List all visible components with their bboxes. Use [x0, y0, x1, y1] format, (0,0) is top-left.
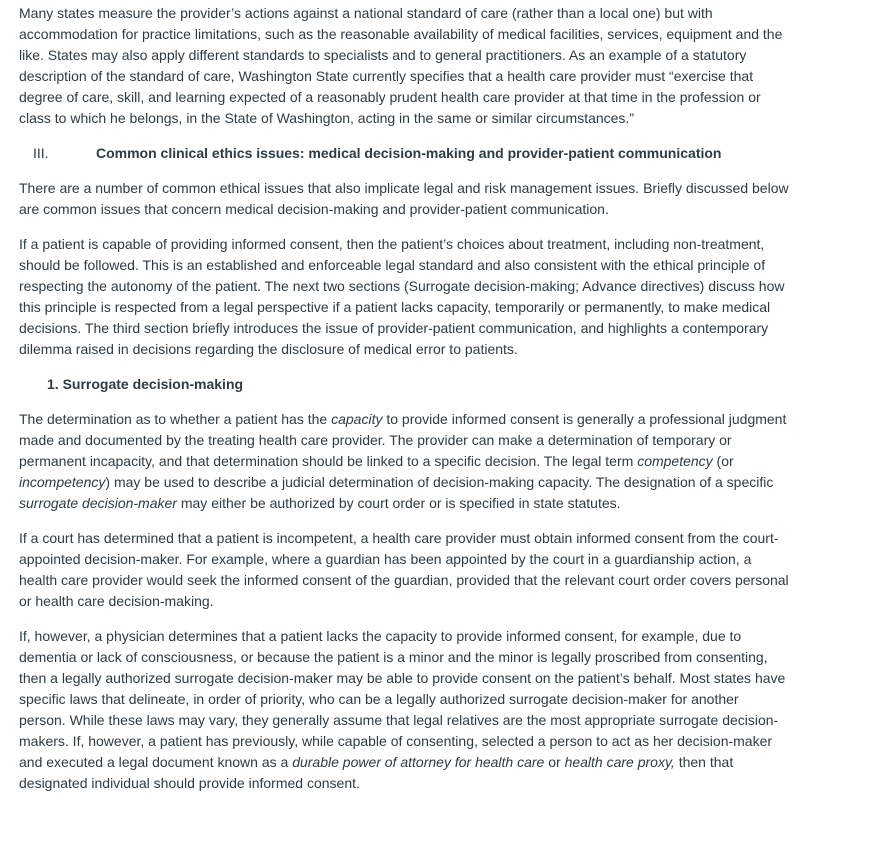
text-run: may either be authorized by court order or is specified in state statutes. — [176, 495, 621, 511]
term-capacity: capacity — [331, 411, 383, 427]
paragraph-physician-determines — [19, 626, 789, 794]
paragraph-standard-of-care: Many states measure the provider’s actions against a national standard of care (rather than a local one) but with accommodation for practice limitations, such as the reasonable availability of medical facilities, services, equipment and the like. States may also apply different standards to specialists and to general practitioners. As an example of a statutory description of the standard of care, Washington State currently specifies that a health care provider must “exercise that degree of care, skill, and learning expected of a reasonably prudent health care provider at that time in the profession or class to which he belongs, in the State of Washington, acting in the same or similar circumstances.” — [19, 5, 783, 126]
term-durable-power-of-attorney: durable power of attorney for health care — [292, 754, 545, 770]
text-run: ) may be used to describe a judicial determination of decision-making capacity. The designation of a specific — [105, 474, 774, 490]
term-health-care-proxy: health care proxy, — [564, 754, 675, 770]
term-incompetency: incompetency — [19, 474, 106, 490]
subheading-surrogate-decision-making: 1. Surrogate decision-making — [47, 376, 244, 392]
text-run: The determination as to whether a patient has the — [19, 411, 332, 427]
section-numeral: III. — [33, 145, 49, 161]
paragraph-capacity — [19, 409, 789, 514]
text-run: (or — [712, 453, 734, 469]
term-competency: competency — [637, 453, 713, 469]
paragraph-court-determined: If a court has determined that a patient is incompetent, a health care provider must obtain informed consent from the court-appointed decision-maker. For example, where a guardian has been appointed by the court in a guardianship action, a health care provider would seek the informed consent of the guardian, provided that the relevant court order covers personal or health care decision-making. — [19, 530, 789, 609]
paragraph-intro-issues: There are a number of common ethical issues that also implicate legal and risk management issues. Briefly discussed below are common issues that concern medical decision-making and provider-patient communication. — [19, 180, 789, 217]
section-heading-iii — [19, 143, 789, 164]
paragraph-informed-consent: If a patient is capable of providing informed consent, then the patient’s choices about treatment, including non-treatment, should be followed. This is an established and enforceable legal standard and also consistent with the ethical principle of respecting the autonomy of the patient. The next two sections (Surrogate decision-making; Advance directives) discuss how this principle is respected from a legal perspective if a patient lacks capacity, temporarily or permanently, to make medical decisions. The third section briefly introduces the issue of provider-patient communication, and highlights a contemporary dilemma raised in decisions regarding the disclosure of medical error to patients. — [19, 236, 785, 357]
text-run: to provide informed consent is generally a professional judgment made and documented by the treating health care provider. The provider can make a determination of temporary or permanent incapacity, and that determination should be linked to a specific decision. The legal term — [19, 411, 787, 469]
term-surrogate-decision-maker: surrogate decision-maker — [19, 495, 177, 511]
text-run: If, however, a physician determines that a patient lacks the capacity to provide informed consent, for example, due to dementia or lack of consciousness, or because the patient is a minor and the minor is legally proscribed from consenting, then a legally authorized surrogate decision-maker may be able to provide consent on the patient’s behalf. Most states have specific laws that delineate, in order of priority, who can be a legally authorized surrogate decision-maker for another person. While these laws may vary, they generally assume that legal relatives are the most appropriate surrogate decision-makers. If, however, a patient has previously, while capable of consenting, selected a person to act as her decision-maker and executed a legal document known as a — [19, 628, 786, 770]
section-title: Common clinical ethics issues: medical decision-making and provider-patient communication — [96, 145, 722, 161]
text-run: or — [544, 754, 565, 770]
text-run: then that designated individual should provide informed consent. — [19, 754, 734, 791]
